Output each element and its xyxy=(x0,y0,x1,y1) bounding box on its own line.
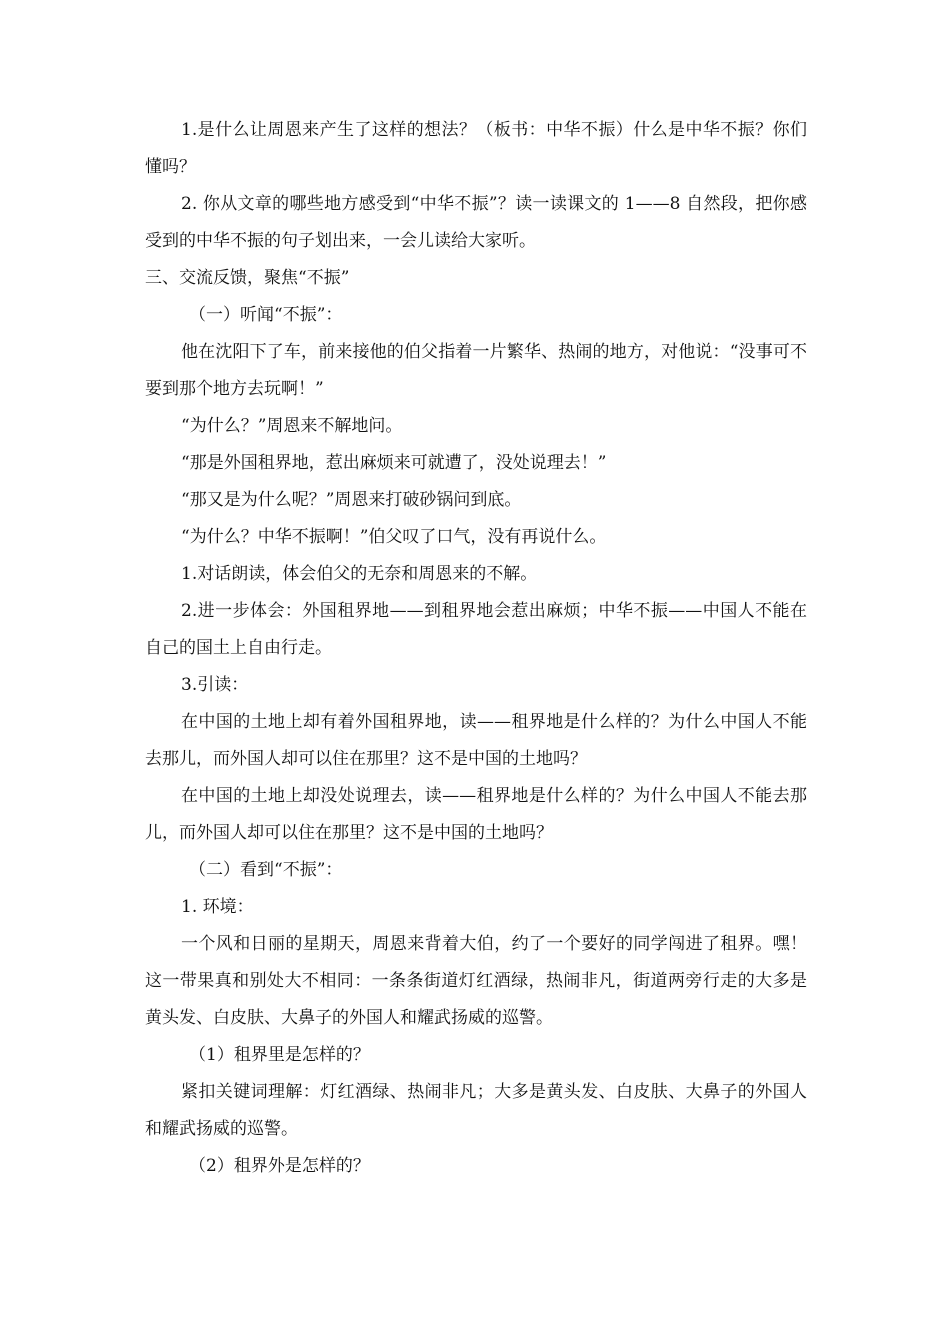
question-inside-concession: （1）租界里是怎样的？ xyxy=(189,1045,370,1065)
guided-reading-paragraph: 在中国的土地上却有着外国租界地，读——租界地是什么样的？为什么中国人不能去那儿，而外国人却可以住在那里？这不是中国的土地吗？ xyxy=(145,712,807,769)
dialogue-line: “那是外国租界地，惹出麻烦来可就遭了，没处说理去！” xyxy=(181,453,607,473)
environment-heading: 1. 环境： xyxy=(181,897,254,917)
dialogue-line: “那又是为什么呢？”周恩来打破砂锅问到底。 xyxy=(181,490,522,510)
question-outside-concession: （2）租界外是怎样的？ xyxy=(189,1156,370,1176)
keyword-understanding-paragraph: 紧扣关键词理解：灯红酒绿、热闹非凡；大多是黄头发、白皮肤、大鼻子的外国人和耀武扬威的巡警。 xyxy=(145,1082,807,1139)
question-1-paragraph: 1.是什么让周恩来产生了这样的想法？（板书：中华不振）什么是中华不振？你们懂吗？ xyxy=(145,120,807,177)
step-3-heading: 3.引读： xyxy=(181,675,249,695)
section-heading-3: 三、交流反馈，聚焦“不振” xyxy=(145,268,350,288)
step-1-paragraph: 1.对话朗读，体会伯父的无奈和周恩来的不解。 xyxy=(181,564,538,584)
question-2-paragraph: 2. 你从文章的哪些地方感受到“中华不振”？读一读课文的 1——8 自然段，把你感受到的中华不振的句子划出来，一会儿读给大家听。 xyxy=(145,194,807,251)
dialogue-line: “为什么？中华不振啊！”伯父叹了口气，没有再说什么。 xyxy=(181,527,607,547)
step-2-paragraph: 2.进一步体会：外国租界地——到租界地会惹出麻烦；中华不振——中国人不能在自己的国土上自由行走。 xyxy=(145,601,807,658)
environment-text-paragraph: 一个风和日丽的星期天，周恩来背着大伯，约了一个要好的同学闯进了租界。嘿！这一带果真和别处大不相同：一条条街道灯红酒绿，热闹非凡，街道两旁行走的大多是黄头发、白皮肤、大鼻子的外国人和耀武扬威的巡警。 xyxy=(145,934,807,1028)
quote-paragraph: 他在沈阳下了车，前来接他的伯父指着一片繁华、热闹的地方，对他说：“没事可不要到那个地方去玩啊！” xyxy=(145,342,807,399)
document-body xyxy=(145,112,807,1185)
guided-reading-paragraph: 在中国的土地上却没处说理去，读——租界地是什么样的？为什么中国人不能去那儿，而外国人却可以住在那里？这不是中国的土地吗？ xyxy=(145,786,807,843)
dialogue-line: “为什么？”周恩来不解地问。 xyxy=(181,416,403,436)
subsection-heading-2: （二）看到“不振”： xyxy=(189,860,343,880)
subsection-heading-1: （一）听闻“不振”： xyxy=(189,305,343,325)
